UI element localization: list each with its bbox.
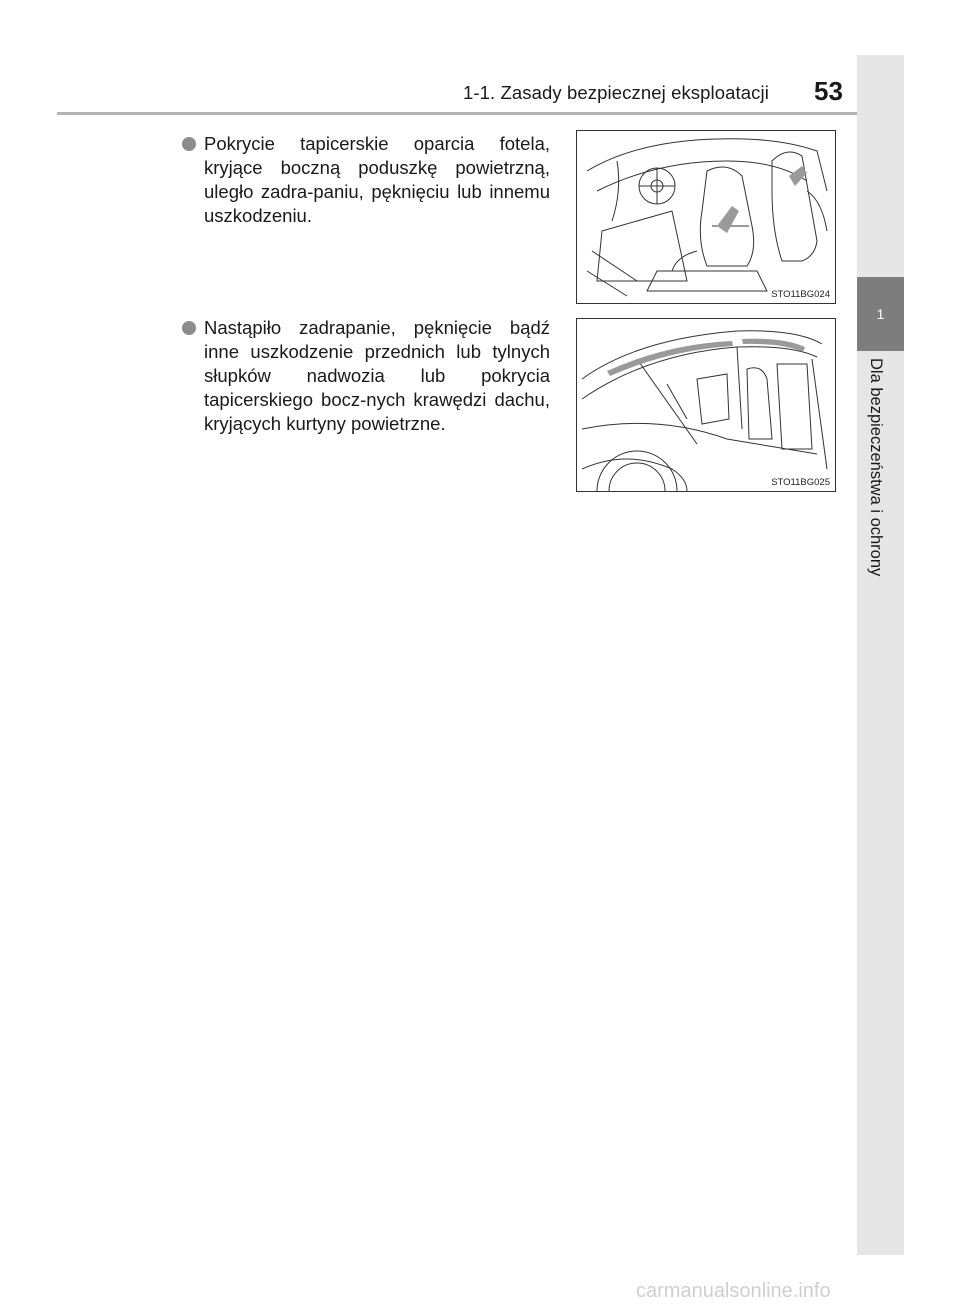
bullet-text: Pokrycie tapicerskie oparcia fotela, kryjące boczną poduszkę powietrzną, uległo zadra-paniu, pęknięciu lub innemu uszkodzeniu.: [204, 133, 550, 226]
seat-interior-illustration: [577, 131, 835, 303]
figure-curtain-airbag: [576, 318, 836, 492]
chapter-title: Dla bezpieczeństwa i ochrony: [867, 358, 885, 577]
bullet-item: [182, 132, 550, 228]
bullet-icon: [182, 137, 196, 151]
chapter-number: 1: [876, 306, 885, 322]
figure-code: STO11BG025: [771, 477, 830, 488]
header-rule: [57, 112, 904, 115]
roof-pillar-illustration: [577, 319, 835, 491]
bullet-item: [182, 316, 550, 436]
figure-seat-side-airbag: [576, 130, 836, 304]
section-title: 1-1. Zasady bezpiecznej eksploatacji: [463, 82, 769, 103]
watermark: carmanualsonline.info: [636, 1280, 831, 1302]
bullet-text: Nastąpiło zadrapanie, pęknięcie bądź inne uszkodzenie przednich lub tylnych słupków nadwozia lub pokrycia tapicerskiego bocz-nych krawędzi dachu, kryjących kurtyny powietrzne.: [204, 317, 550, 434]
figure-code: STO11BG024: [771, 289, 830, 300]
page-number: 53: [814, 76, 843, 106]
chapter-number-box: [857, 277, 904, 351]
side-tab: [857, 55, 904, 1255]
bullet-icon: [182, 321, 196, 335]
